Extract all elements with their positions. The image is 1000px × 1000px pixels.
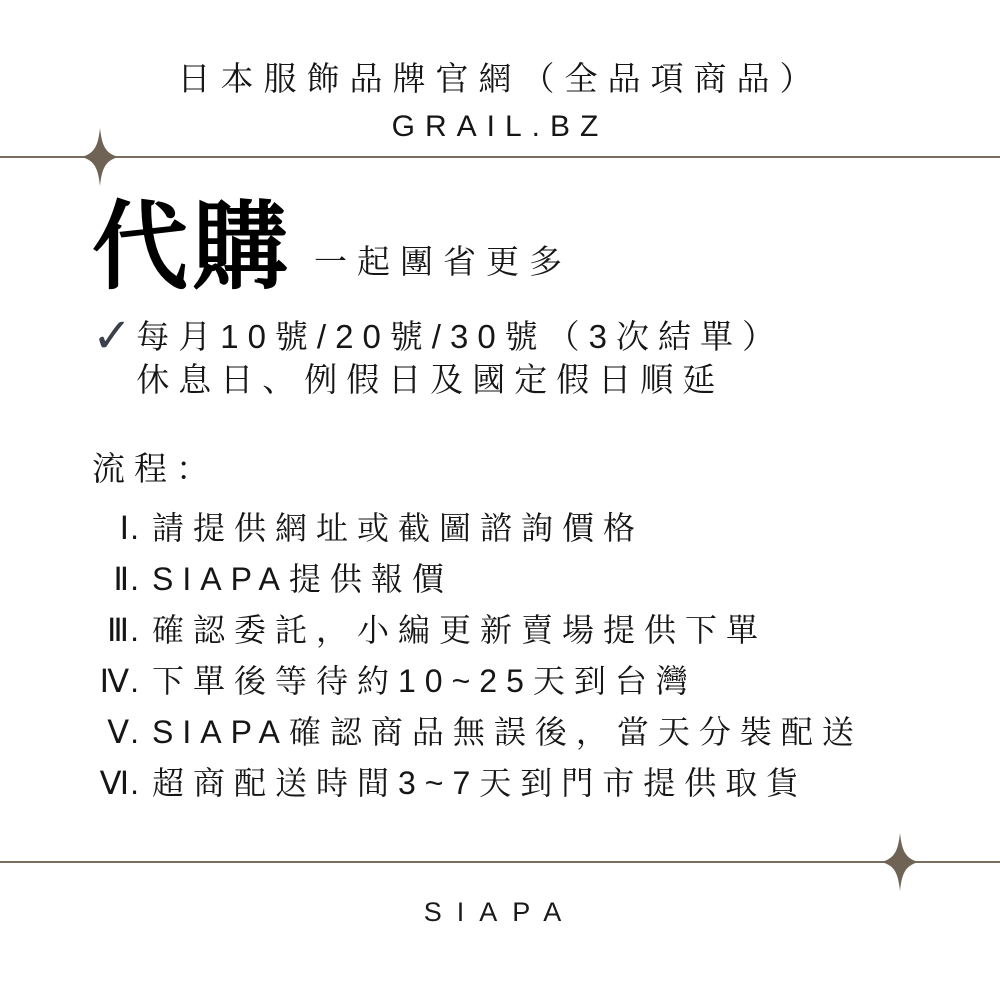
step-numeral: Ⅲ.	[107, 611, 140, 648]
step-numeral: Ⅴ.	[107, 713, 140, 750]
schedule-line-1: 每月10號/20號/30號（3次結單）	[136, 317, 785, 355]
footer	[0, 897, 1000, 928]
process-label: 流程：	[92, 449, 218, 487]
top-divider	[0, 156, 1000, 158]
step-text: 超商配送時間3~7天到門市提供取貨	[152, 764, 808, 801]
process-step	[92, 508, 950, 548]
schedule-line-2: 休息日、例假日及國定假日順延	[136, 360, 725, 398]
process-step	[92, 661, 950, 701]
step-text: 下單後等待約10~25天到台灣	[152, 662, 697, 699]
step-numeral: Ⅱ.	[113, 560, 140, 597]
page-title: 日本服飾品牌官網（全品項商品）	[177, 60, 823, 97]
sparkle-icon	[882, 833, 918, 891]
process-step	[92, 763, 950, 803]
bottom-divider	[0, 861, 1000, 863]
schedule-note	[92, 309, 950, 401]
step-text: SIAPA確認商品無誤後，當天分裝配送	[152, 713, 863, 750]
footer-brand: SIAPA	[423, 896, 577, 927]
process-step	[92, 712, 950, 752]
process-step	[92, 610, 950, 650]
process-step	[92, 559, 950, 599]
step-numeral: Ⅵ.	[99, 764, 140, 801]
step-text: SIAPA提供報價	[152, 560, 453, 597]
step-numeral: Ⅰ.	[119, 509, 140, 546]
hero-subheading: 一起團省更多	[314, 242, 572, 280]
header	[0, 0, 1000, 146]
hero	[92, 194, 950, 301]
step-text: 請提供網址或截圖諮詢價格	[152, 509, 645, 546]
step-numeral: Ⅳ.	[99, 662, 140, 699]
sparkle-icon	[82, 128, 118, 186]
main-content	[0, 194, 1000, 803]
schedule-lines	[136, 315, 784, 401]
step-text: 確認委託，小編更新賣場提供下單	[152, 611, 768, 648]
check-icon: ✓	[92, 309, 133, 363]
site-name: GRAIL.BZ	[391, 110, 609, 143]
hero-heading: 代購	[92, 194, 292, 301]
process-steps	[92, 508, 950, 803]
